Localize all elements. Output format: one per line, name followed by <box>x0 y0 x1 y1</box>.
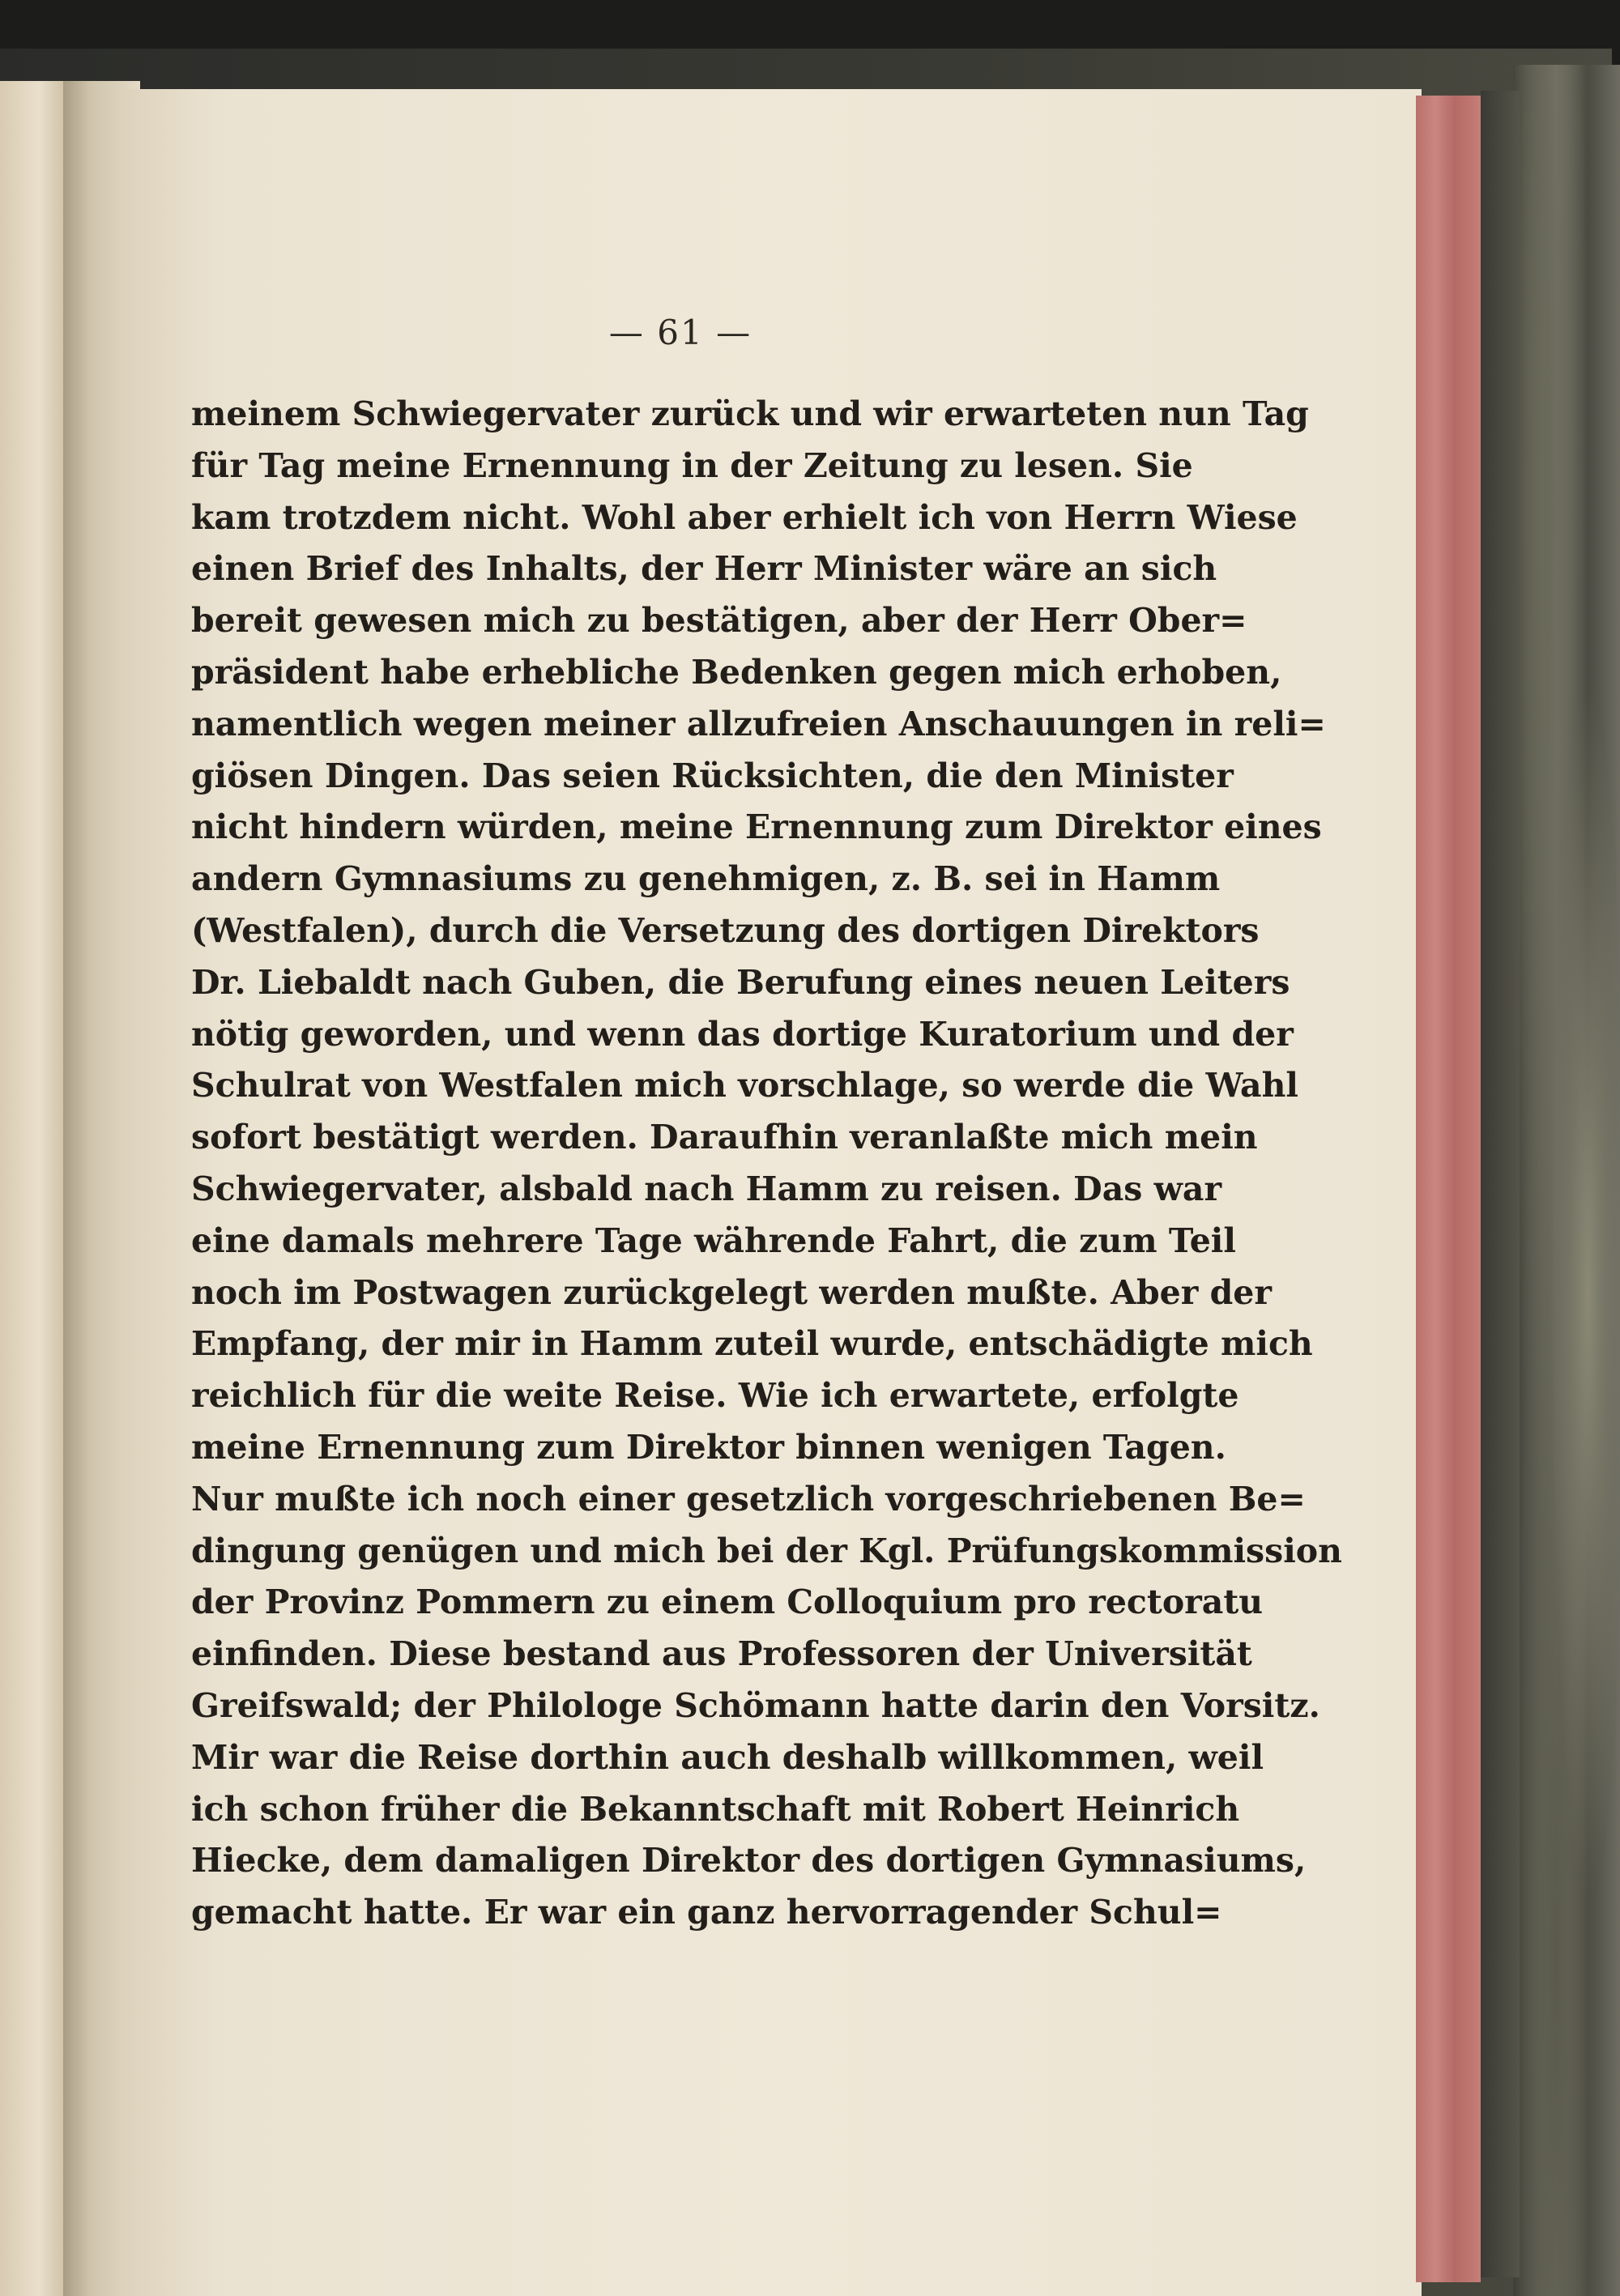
text-line: (Westfalen), durch die Versetzung des dortigen Direktors <box>191 910 1260 950</box>
text-line: für Tag meine Ernennung in der Zeitung zu lesen. Sie <box>191 445 1193 485</box>
text-line: meinem Schwiegervater zurück und wir erwarteten nun Tag <box>191 394 1309 433</box>
text-line: Dr. Liebaldt nach Guben, die Berufung eines neuen Leiters <box>191 962 1290 1002</box>
text-line: dingung genügen und mich bei der Kgl. Prüfungskommission <box>191 1531 1342 1570</box>
text-line: bereit gewesen mich zu bestätigen, aber der Herr Ober= <box>191 601 1247 641</box>
text-line: reichlich für die weite Reise. Wie ich erwartete, erfolgte <box>191 1376 1239 1416</box>
text-line: Schulrat von Westfalen mich vorschlage, so werde die Wahl <box>191 1066 1298 1105</box>
text-line: kam trotzdem nicht. Wohl aber erhielt ich von Herrn Wiese <box>191 497 1298 537</box>
text-line: Hiecke, dem damaligen Direktor des dortigen Gymnasiums, <box>191 1841 1307 1881</box>
text-line: noch im Postwagen zurückgelegt werden mußte. Aber der <box>191 1272 1272 1312</box>
page-number: — 61 — <box>608 313 752 352</box>
text-line: Mir war die Reise dorthin auch deshalb willkommen, weil <box>191 1737 1264 1777</box>
text-line: andern Gymnasiums zu genehmigen, z. B. sei in Hamm <box>191 859 1221 899</box>
text-line: Greifswald; der Philologe Schömann hatte darin den Vorsitz. <box>191 1685 1320 1725</box>
marbled-cover-edge <box>1513 65 1620 2296</box>
text-line: gemacht hatte. Er war ein ganz hervorragender Schul= <box>191 1893 1222 1932</box>
text-line: eine damals mehrere Tage währende Fahrt, die zum Teil <box>191 1220 1236 1260</box>
text-line: präsident habe erhebliche Bedenken gegen mich erhoben, <box>191 652 1282 692</box>
text-line: namentlich wegen meiner allzufreien Anschauungen in reli= <box>191 704 1326 743</box>
text-line: nötig geworden, und wenn das dortige Kuratorium und der <box>191 1014 1294 1054</box>
cover-inner-edge <box>1481 91 1520 2277</box>
text-line: der Provinz Pommern zu einem Colloquium pro rectoratu <box>191 1582 1264 1622</box>
text-line: einen Brief des Inhalts, der Herr Minister wäre an sich <box>191 549 1217 589</box>
text-line: Schwiegervater, alsbald nach Hamm zu reisen. Das war <box>191 1169 1222 1208</box>
text-line: nicht hindern würden, meine Ernennung zum Direktor eines <box>191 807 1322 847</box>
text-line: ich schon früher die Bekanntschaft mit Robert Heinrich <box>191 1789 1240 1829</box>
page-body-text <box>191 389 1342 1939</box>
red-page-edges <box>1416 96 1481 2282</box>
text-line: giösen Dingen. Das seien Rücksichten, die den Minister <box>191 756 1234 795</box>
text-line: einfinden. Diese bestand aus Professoren der Universität <box>191 1634 1252 1674</box>
text-line: Nur mußte ich noch einer gesetzlich vorgeschriebenen Be= <box>191 1479 1306 1519</box>
text-line: sofort bestätigt werden. Daraufhin veranlaßte mich mein <box>191 1118 1258 1157</box>
left-page-edge <box>0 81 65 2296</box>
text-line: Empfang, der mir in Hamm zuteil wurde, entschädigte mich <box>191 1324 1313 1364</box>
text-line: meine Ernennung zum Direktor binnen wenigen Tagen. <box>191 1427 1226 1467</box>
